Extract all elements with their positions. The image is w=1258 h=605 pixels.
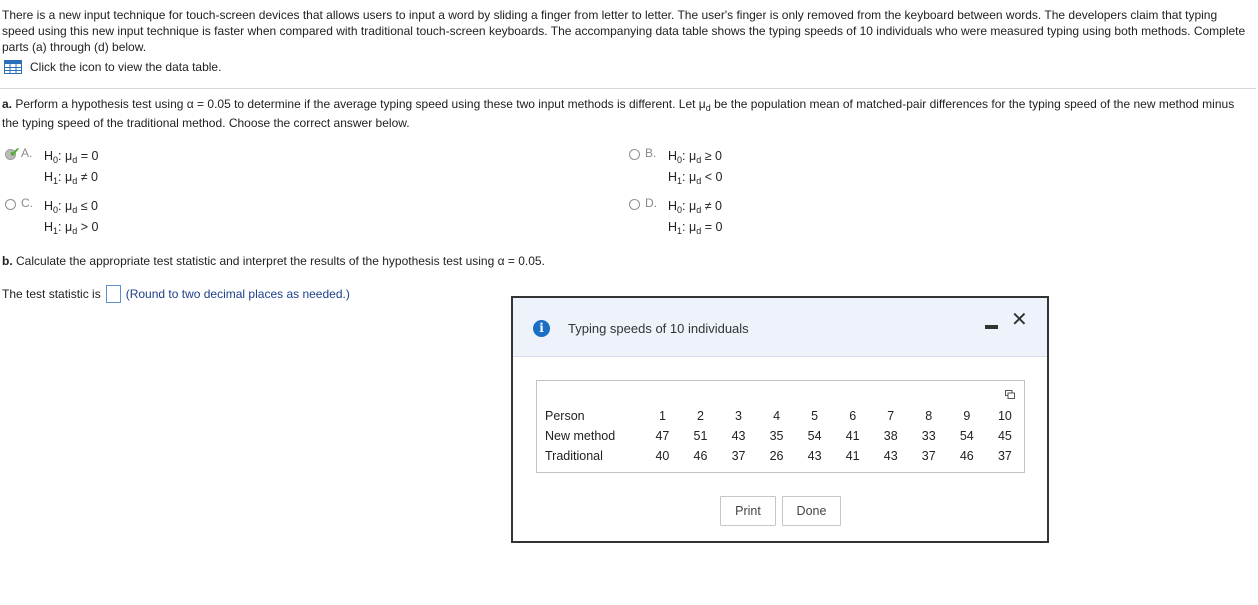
table-cell: 10	[997, 409, 1012, 423]
option-b-h1: $H_1$: $\mu_d < 0$	[668, 170, 723, 186]
option-c-h0: $H_0$: $\mu_d \le 0$	[44, 199, 98, 215]
table-cell: 43	[807, 449, 822, 463]
view-data-table-link[interactable]	[4, 60, 221, 74]
rounding-hint: (Round to two decimal places as needed.)	[125, 287, 350, 301]
option-d-h1: $H_1$: $\mu_d = 0$	[668, 220, 723, 236]
table-cell: 54	[959, 429, 974, 443]
table-cell: 37	[731, 449, 746, 463]
dialog-title: Typing speeds of 10 individuals	[568, 321, 749, 336]
test-statistic-line	[2, 285, 350, 303]
print-button[interactable]: Print	[720, 496, 776, 526]
option-a-h0: $H_0$: $\mu_d = 0$	[44, 149, 99, 165]
close-icon[interactable]: ✕	[1011, 309, 1028, 331]
minimize-icon[interactable]	[985, 322, 999, 332]
table-cell: 47	[655, 429, 670, 443]
option-a-radio[interactable]	[5, 144, 21, 160]
row-label: Traditional	[545, 449, 603, 463]
table-cell: 8	[925, 409, 933, 423]
table-cell: 54	[807, 429, 822, 443]
table-cell: 37	[997, 449, 1012, 463]
problem-intro: There is a new input technique for touch-screen devices that allows users to input a word by sliding a finger from letter to letter. The user's finger is only removed from the keyboard between words. The developers claim that typing speed using this new input technique is faster when compared with traditional touch-screen keyboards. The accompanying data table shows the typing speeds of 10 individuals who were measured typing using both methods. Complete parts (a) through (d) below.	[2, 8, 1246, 54]
table-row	[541, 426, 1024, 446]
part-a-prompt: a. Perform a hypothesis test using α = 0.05 to determine if the average typing speed using these two input methods is different. Let $\mu_d$ be the population mean of matched-pair differences for the typing speed of the new method minus the typing speed of the traditional method. Choose the correct answer below.	[2, 97, 1235, 130]
view-data-table-label[interactable]: Click the icon to view the data table.	[30, 60, 222, 74]
table-cell: 33	[921, 429, 936, 443]
table-cell: 4	[773, 409, 781, 423]
test-statistic-label: The test statistic is	[2, 287, 101, 301]
table-cell: 46	[959, 449, 974, 463]
table-cell: 43	[731, 429, 746, 443]
table-cell: 37	[921, 449, 936, 463]
option-d-radio[interactable]	[629, 199, 640, 210]
table-cell: 1	[658, 409, 666, 423]
table-cell: 43	[883, 449, 898, 463]
table-cell: 38	[883, 429, 898, 443]
dialog-header	[513, 298, 1047, 357]
info-icon: i	[533, 320, 550, 337]
option-c-h1: $H_1$: $\mu_d > 0$	[44, 220, 99, 236]
table-row	[541, 446, 1024, 466]
test-statistic-input[interactable]	[106, 285, 121, 303]
option-a[interactable]: ✔ A. $H_0$: $\mu_d = 0$ $H_1$: $\mu_d \ne 0$	[5, 146, 98, 188]
table-cell: 35	[769, 429, 784, 443]
table-row	[541, 406, 1024, 426]
option-c[interactable]: C. $H_0$: $\mu_d \le 0$ $H_1$: $\mu_d > 0$	[5, 196, 98, 238]
table-cell: 2	[697, 409, 704, 423]
row-label: New method	[545, 429, 616, 443]
table-cell: 41	[845, 429, 860, 443]
option-b[interactable]: B. $H_0$: $\mu_d \ge 0$ $H_1$: $\mu_d < 0$	[629, 146, 722, 188]
data-table-icon[interactable]	[4, 60, 22, 74]
data-table-container	[536, 380, 1025, 473]
table-cell: 26	[769, 449, 784, 463]
table-cell: 7	[887, 409, 895, 423]
table-cell: 9	[963, 409, 971, 423]
option-d-h0: $H_0$: $\mu_d \ne 0$	[668, 199, 722, 215]
done-button[interactable]: Done	[782, 496, 841, 526]
row-label: Person	[545, 409, 585, 423]
section-divider	[0, 88, 1256, 89]
table-cell: 41	[845, 449, 860, 463]
option-b-radio[interactable]	[629, 149, 640, 160]
data-table-dialog	[511, 296, 1049, 543]
table-cell: 45	[997, 429, 1012, 443]
table-cell: 5	[811, 409, 819, 423]
table-cell: 3	[735, 409, 742, 423]
table-cell: 46	[693, 449, 708, 463]
part-b-prompt: b. Calculate the appropriate test statistic and interpret the results of the hypothesis test using α = 0.05.	[2, 254, 545, 268]
table-cell: 51	[693, 429, 708, 443]
copy-table-icon[interactable]	[1005, 390, 1015, 399]
option-d[interactable]: D. $H_0$: $\mu_d \ne 0$ $H_1$: $\mu_d = 0$	[629, 196, 722, 238]
correct-check-icon: ✔	[9, 144, 21, 160]
typing-speed-table	[541, 406, 1024, 466]
option-b-h0: $H_0$: $\mu_d \ge 0$	[668, 149, 722, 165]
table-cell: 6	[849, 409, 857, 423]
option-c-radio[interactable]	[5, 199, 16, 210]
table-cell: 40	[655, 449, 670, 463]
option-a-h1: $H_1$: $\mu_d \ne 0$	[44, 170, 98, 186]
